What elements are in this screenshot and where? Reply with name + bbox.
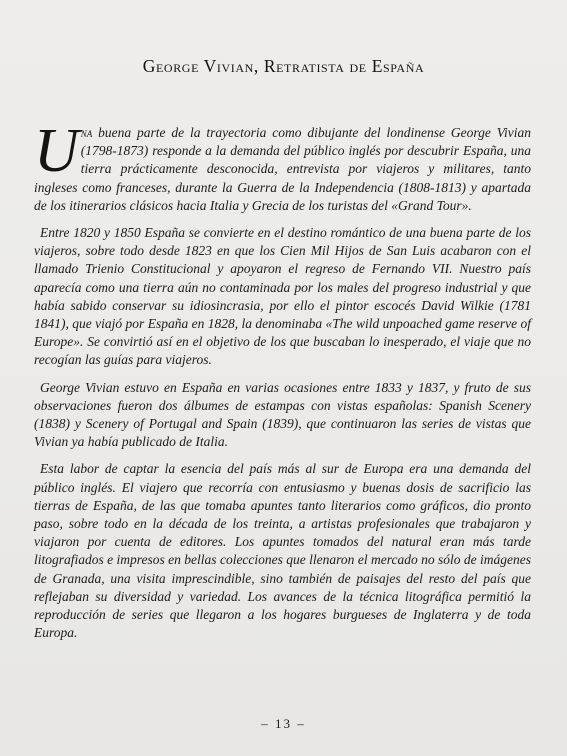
article-body: [34, 117, 531, 651]
drop-cap: U: [34, 117, 79, 185]
paragraph-1-text: buena parte de la trayectoria como dibujante del londinense George Vivian (1798-1873) responde a la demanda del público inglés por descubrir España, una tierra prácticamente desconocida, entrevista por viajeros y militares, tanto ingleses como franceses, durante la Guerra de la Independencia (1808-1813) y apartada de los itinerarios clásicos hacia Italia y Grecia de los turistas del «Grand Tour».: [34, 125, 531, 213]
paragraph-1-lead: na: [80, 125, 93, 140]
paragraph-4: Esta labor de captar la esencia del país más al sur de Europa era una demanda del público inglés. El viajero que recorría con entusiasmo y buenas dosis de sacrificio las tierras de España, de las que tomaba apuntes tanto literarios como gráficos, dio pronto paso, sobre todo en la década de los treinta, a artistas profesionales que trabajaron y viajaron por cuenta de editores. Los apuntes tomados del natural eran más tarde litografiados e impresos en bellas colecciones que llenaron el mercado no sólo de imágenes de Granada, una visita imprescindible, sino también de paisajes del resto del país que reflejaban su diversidad y variedad. Los avances de la técnica litográfica permitió la reproducción de series que llegaron a los hogares burgueses de Inglaterra y de toda Europa.: [34, 461, 531, 641]
page-title: George Vivian, Retratista de España: [142, 56, 425, 76]
page-number: – 13 –: [261, 716, 306, 731]
paragraph-1: [34, 117, 531, 215]
paragraph-3: George Vivian estuvo en España en varias ocasiones entre 1833 y 1837, y fruto de sus observaciones fueron dos álbumes de estampas con vistas españolas: Spanish Scenery (1838) y Scenery of Portugal and Spain (1839), que continuaron las series de vistas que Vivian ya había publicado de Italia.: [34, 379, 531, 450]
paragraph-2: Entre 1820 y 1850 España se convierte en el destino romántico de una buena parte de los viajeros, sobre todo desde 1823 en que los Cien Mil Hijos de San Luis acabaron con el llamado Trienio Constitucional y apoyaron el regreso de Fernando VII. Nuestro país aparecía como una tierra aún no contaminada por los males del progreso industrial y que había sabido conservar su idiosincrasia, por ello el pintor escocés David Wilkie (1781 1841), que viajó por España en 1828, la denominaba «The wild unpoached game reserve of Europe». Se convirtió así en el objetivo de los que buscaban lo inesperado, el viaje que no recogían las guías para viajeros.: [34, 225, 531, 368]
